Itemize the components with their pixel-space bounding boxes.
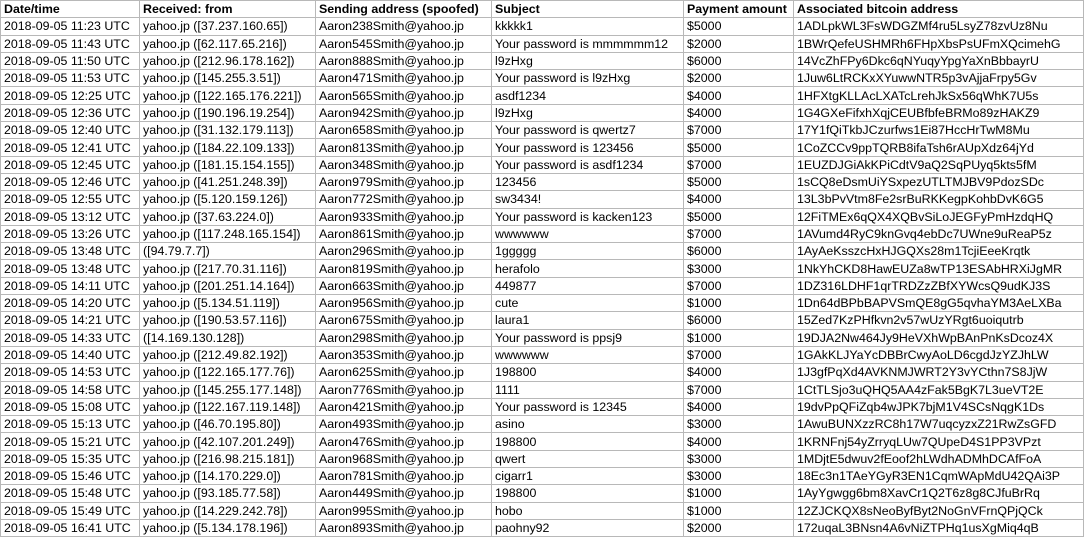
cell-payment-amount: $4000: [684, 364, 794, 381]
table-row: [1, 364, 1084, 381]
header-payment-amount: Payment amount: [684, 1, 794, 18]
cell-datetime: 2018-09-05 12:40 UTC: [1, 122, 140, 139]
cell-bitcoin-address: 1CoZCCv9ppTQRB8ifaTsh6rAUpXdz64jYd: [794, 139, 1084, 156]
cell-sending-address: Aaron421Smith@yahoo.jp: [316, 398, 492, 415]
cell-subject: 198800: [492, 364, 684, 381]
cell-bitcoin-address: 1EUZDJGiAkKPiCdtV9aQ2SqPUyq5kts5fM: [794, 156, 1084, 173]
cell-sending-address: Aaron893Smith@yahoo.jp: [316, 519, 492, 536]
cell-payment-amount: $4000: [684, 433, 794, 450]
cell-subject: Your password is l9zHxg: [492, 70, 684, 87]
cell-received-from: yahoo.jp ([5.134.51.119]): [140, 295, 316, 312]
cell-sending-address: Aaron933Smith@yahoo.jp: [316, 208, 492, 225]
table-row: [1, 52, 1084, 69]
cell-datetime: 2018-09-05 12:45 UTC: [1, 156, 140, 173]
cell-datetime: 2018-09-05 13:48 UTC: [1, 243, 140, 260]
cell-datetime: 2018-09-05 11:23 UTC: [1, 18, 140, 35]
table-row: [1, 433, 1084, 450]
cell-bitcoin-address: 15Zed7KzPHfkvn2v57wUzYRgt6uoiqutrb: [794, 312, 1084, 329]
cell-datetime: 2018-09-05 14:40 UTC: [1, 346, 140, 363]
cell-sending-address: Aaron675Smith@yahoo.jp: [316, 312, 492, 329]
cell-bitcoin-address: 1BWrQefeUSHMRh6FHpXbsPsUFmXQcimehG: [794, 35, 1084, 52]
cell-received-from: yahoo.jp ([184.22.109.133]): [140, 139, 316, 156]
cell-subject: sw3434!: [492, 191, 684, 208]
cell-received-from: yahoo.jp ([181.15.154.155]): [140, 156, 316, 173]
cell-sending-address: Aaron471Smith@yahoo.jp: [316, 70, 492, 87]
cell-sending-address: Aaron658Smith@yahoo.jp: [316, 122, 492, 139]
header-row: [1, 1, 1084, 18]
table-row: [1, 346, 1084, 363]
cell-bitcoin-address: 19DJA2Nw464Jy9HeVXhWpBAnPnKsDcoz4X: [794, 329, 1084, 346]
cell-bitcoin-address: 1MDjtE5dwuv2fEoof2hLWdhADMhDCAfFoA: [794, 450, 1084, 467]
cell-subject: Your password is asdf1234: [492, 156, 684, 173]
cell-bitcoin-address: 18Ec3n1TAeYGyR3EN1CqmWApMdU42QAi3P: [794, 468, 1084, 485]
cell-payment-amount: $1000: [684, 329, 794, 346]
cell-subject: wwwwww: [492, 346, 684, 363]
cell-bitcoin-address: 1GAkKLJYaYcDBBrCwyAoLD6cgdJzYZJhLW: [794, 346, 1084, 363]
cell-datetime: 2018-09-05 12:36 UTC: [1, 104, 140, 121]
cell-bitcoin-address: 1NkYhCKD8HawEUZa8wTP13ESAbHRXiJgMR: [794, 260, 1084, 277]
cell-received-from: yahoo.jp ([190.53.57.116]): [140, 312, 316, 329]
cell-datetime: 2018-09-05 11:53 UTC: [1, 70, 140, 87]
cell-payment-amount: $7000: [684, 346, 794, 363]
cell-bitcoin-address: 19dvPpQFiZqb4wJPK7bjM1V4SCsNqgK1Ds: [794, 398, 1084, 415]
cell-subject: Your password is qwertz7: [492, 122, 684, 139]
cell-bitcoin-address: 1Dn64dBPbBAPVSmQE8gG5qvhaYM3AeLXBa: [794, 295, 1084, 312]
cell-received-from: yahoo.jp ([41.251.248.39]): [140, 173, 316, 190]
cell-payment-amount: $1000: [684, 295, 794, 312]
cell-received-from: yahoo.jp ([212.49.82.192]): [140, 346, 316, 363]
cell-bitcoin-address: 172uqaL3BNsn4A6vNiZTPHq1usXgMiq4qB: [794, 519, 1084, 536]
cell-sending-address: Aaron888Smith@yahoo.jp: [316, 52, 492, 69]
cell-subject: Your password is kacken123: [492, 208, 684, 225]
cell-datetime: 2018-09-05 15:08 UTC: [1, 398, 140, 415]
cell-datetime: 2018-09-05 14:21 UTC: [1, 312, 140, 329]
cell-sending-address: Aaron476Smith@yahoo.jp: [316, 433, 492, 450]
cell-sending-address: Aaron625Smith@yahoo.jp: [316, 364, 492, 381]
table-row: [1, 70, 1084, 87]
cell-sending-address: Aaron493Smith@yahoo.jp: [316, 416, 492, 433]
cell-bitcoin-address: 1HFXtgKLLAcLXATcLrehJkSx56qWhK7U5s: [794, 87, 1084, 104]
cell-datetime: 2018-09-05 13:12 UTC: [1, 208, 140, 225]
cell-subject: laura1: [492, 312, 684, 329]
cell-received-from: yahoo.jp ([14.229.242.78]): [140, 502, 316, 519]
cell-received-from: ([14.169.130.128]): [140, 329, 316, 346]
cell-sending-address: Aaron298Smith@yahoo.jp: [316, 329, 492, 346]
table-row: [1, 398, 1084, 415]
table-row: [1, 173, 1084, 190]
cell-subject: 198800: [492, 433, 684, 450]
cell-bitcoin-address: 13L3bPvVtm8Fe2srBuRKKegpKohbDvK6G5: [794, 191, 1084, 208]
cell-payment-amount: $6000: [684, 52, 794, 69]
header-received-from: Received: from: [140, 1, 316, 18]
cell-subject: 123456: [492, 173, 684, 190]
cell-received-from: yahoo.jp ([93.185.77.58]): [140, 485, 316, 502]
cell-received-from: yahoo.jp ([5.120.159.126]): [140, 191, 316, 208]
cell-subject: Your password is 12345: [492, 398, 684, 415]
cell-subject: hobo: [492, 502, 684, 519]
cell-received-from: yahoo.jp ([62.117.65.216]): [140, 35, 316, 52]
cell-bitcoin-address: 12ZJCKQX8sNeoByfByt2NoGnVFrnQPjQCk: [794, 502, 1084, 519]
cell-received-from: yahoo.jp ([5.134.178.196]): [140, 519, 316, 536]
table-row: [1, 35, 1084, 52]
table-row: [1, 87, 1084, 104]
cell-received-from: yahoo.jp ([117.248.165.154]): [140, 225, 316, 242]
cell-received-from: yahoo.jp ([122.165.176.221]): [140, 87, 316, 104]
cell-received-from: yahoo.jp ([145.255.3.51]): [140, 70, 316, 87]
cell-payment-amount: $4000: [684, 104, 794, 121]
cell-received-from: yahoo.jp ([145.255.177.148]): [140, 381, 316, 398]
cell-sending-address: Aaron942Smith@yahoo.jp: [316, 104, 492, 121]
table-row: [1, 104, 1084, 121]
cell-subject: cigarr1: [492, 468, 684, 485]
header-subject: Subject: [492, 1, 684, 18]
table-row: [1, 260, 1084, 277]
cell-payment-amount: $5000: [684, 139, 794, 156]
cell-datetime: 2018-09-05 12:46 UTC: [1, 173, 140, 190]
cell-received-from: yahoo.jp ([42.107.201.249]): [140, 433, 316, 450]
table-row: [1, 468, 1084, 485]
cell-payment-amount: $1000: [684, 502, 794, 519]
cell-payment-amount: $6000: [684, 312, 794, 329]
cell-received-from: yahoo.jp ([46.70.195.80]): [140, 416, 316, 433]
cell-sending-address: Aaron968Smith@yahoo.jp: [316, 450, 492, 467]
cell-received-from: yahoo.jp ([212.96.178.162]): [140, 52, 316, 69]
cell-sending-address: Aaron956Smith@yahoo.jp: [316, 295, 492, 312]
cell-subject: asino: [492, 416, 684, 433]
cell-datetime: 2018-09-05 12:41 UTC: [1, 139, 140, 156]
cell-sending-address: Aaron861Smith@yahoo.jp: [316, 225, 492, 242]
cell-payment-amount: $4000: [684, 191, 794, 208]
cell-bitcoin-address: 1Juw6LtRCKxXYuwwNTR5p3vAjjaFrpy5Gv: [794, 70, 1084, 87]
cell-datetime: 2018-09-05 14:33 UTC: [1, 329, 140, 346]
cell-sending-address: Aaron995Smith@yahoo.jp: [316, 502, 492, 519]
cell-subject: cute: [492, 295, 684, 312]
cell-sending-address: Aaron772Smith@yahoo.jp: [316, 191, 492, 208]
cell-datetime: 2018-09-05 16:41 UTC: [1, 519, 140, 536]
table-row: [1, 329, 1084, 346]
cell-subject: kkkkk1: [492, 18, 684, 35]
cell-payment-amount: $7000: [684, 156, 794, 173]
cell-datetime: 2018-09-05 11:50 UTC: [1, 52, 140, 69]
cell-received-from: yahoo.jp ([190.196.19.254]): [140, 104, 316, 121]
table-row: [1, 450, 1084, 467]
cell-sending-address: Aaron296Smith@yahoo.jp: [316, 243, 492, 260]
cell-payment-amount: $2000: [684, 35, 794, 52]
header-sending-address: Sending address (spoofed): [316, 1, 492, 18]
cell-subject: Your password is ppsj9: [492, 329, 684, 346]
table-row: [1, 243, 1084, 260]
cell-datetime: 2018-09-05 15:46 UTC: [1, 468, 140, 485]
cell-datetime: 2018-09-05 14:53 UTC: [1, 364, 140, 381]
cell-sending-address: Aaron663Smith@yahoo.jp: [316, 277, 492, 294]
cell-payment-amount: $4000: [684, 87, 794, 104]
cell-bitcoin-address: 1G4GXeFifxhXqjCEUBfbfeBRMo89zHAKZ9: [794, 104, 1084, 121]
cell-sending-address: Aaron781Smith@yahoo.jp: [316, 468, 492, 485]
cell-sending-address: Aaron819Smith@yahoo.jp: [316, 260, 492, 277]
cell-sending-address: Aaron813Smith@yahoo.jp: [316, 139, 492, 156]
cell-datetime: 2018-09-05 13:48 UTC: [1, 260, 140, 277]
cell-sending-address: Aaron449Smith@yahoo.jp: [316, 485, 492, 502]
table-row: [1, 122, 1084, 139]
cell-bitcoin-address: 1AwuBUNXzzRC8h17W7uqcyzxZ21RwZsGFD: [794, 416, 1084, 433]
cell-datetime: 2018-09-05 11:43 UTC: [1, 35, 140, 52]
cell-payment-amount: $3000: [684, 416, 794, 433]
cell-sending-address: Aaron545Smith@yahoo.jp: [316, 35, 492, 52]
cell-sending-address: Aaron353Smith@yahoo.jp: [316, 346, 492, 363]
cell-subject: paohny92: [492, 519, 684, 536]
cell-bitcoin-address: 1DZ316LDHF1qrTRDZzZBfXYWcsQ9udKJ3S: [794, 277, 1084, 294]
cell-datetime: 2018-09-05 12:55 UTC: [1, 191, 140, 208]
cell-received-from: yahoo.jp ([216.98.215.181]): [140, 450, 316, 467]
cell-received-from: yahoo.jp ([31.132.179.113]): [140, 122, 316, 139]
cell-bitcoin-address: 1AVumd4RyC9knGvq4ebDc7UWne9uReaP5z: [794, 225, 1084, 242]
cell-received-from: yahoo.jp ([122.165.177.76]): [140, 364, 316, 381]
cell-subject: herafolo: [492, 260, 684, 277]
cell-payment-amount: $2000: [684, 519, 794, 536]
cell-payment-amount: $7000: [684, 225, 794, 242]
cell-received-from: yahoo.jp ([14.170.229.0]): [140, 468, 316, 485]
cell-subject: qwert: [492, 450, 684, 467]
header-bitcoin-address: Associated bitcoin address: [794, 1, 1084, 18]
cell-datetime: 2018-09-05 15:48 UTC: [1, 485, 140, 502]
cell-subject: 198800: [492, 485, 684, 502]
table-row: [1, 225, 1084, 242]
cell-payment-amount: $5000: [684, 208, 794, 225]
cell-received-from: yahoo.jp ([37.63.224.0]): [140, 208, 316, 225]
cell-payment-amount: $6000: [684, 243, 794, 260]
cell-bitcoin-address: 1KRNFnj54yZrryqLUw7QUpeD4S1PP3VPzt: [794, 433, 1084, 450]
cell-datetime: 2018-09-05 15:35 UTC: [1, 450, 140, 467]
cell-bitcoin-address: 1ADLpkWL3FsWDGZMf4ru5LsyZ78zvUz8Nu: [794, 18, 1084, 35]
cell-subject: Your password is mmmmmm12: [492, 35, 684, 52]
cell-sending-address: Aaron238Smith@yahoo.jp: [316, 18, 492, 35]
table-row: [1, 381, 1084, 398]
cell-payment-amount: $3000: [684, 468, 794, 485]
cell-payment-amount: $7000: [684, 122, 794, 139]
cell-bitcoin-address: 1AyAeKsszcHxHJGQXs28m1TcjiEeeKrqtk: [794, 243, 1084, 260]
table-row: [1, 18, 1084, 35]
cell-subject: wwwwww: [492, 225, 684, 242]
cell-datetime: 2018-09-05 14:20 UTC: [1, 295, 140, 312]
cell-subject: l9zHxg: [492, 104, 684, 121]
cell-datetime: 2018-09-05 14:58 UTC: [1, 381, 140, 398]
cell-bitcoin-address: 12FiTMEx6qQX4XQBvSiLoJEGFyPmHzdqHQ: [794, 208, 1084, 225]
cell-received-from: yahoo.jp ([201.251.14.164]): [140, 277, 316, 294]
cell-subject: asdf1234: [492, 87, 684, 104]
cell-sending-address: Aaron776Smith@yahoo.jp: [316, 381, 492, 398]
table-row: [1, 208, 1084, 225]
table-row: [1, 416, 1084, 433]
cell-subject: l9zHxg: [492, 52, 684, 69]
cell-received-from: yahoo.jp ([217.70.31.116]): [140, 260, 316, 277]
table-row: [1, 485, 1084, 502]
cell-datetime: 2018-09-05 15:49 UTC: [1, 502, 140, 519]
cell-sending-address: Aaron348Smith@yahoo.jp: [316, 156, 492, 173]
cell-bitcoin-address: 14VcZhFPy6Dkc6qNYuqyYpgYaXnBbbayrU: [794, 52, 1084, 69]
cell-subject: 1ggggg: [492, 243, 684, 260]
table-row: [1, 191, 1084, 208]
cell-bitcoin-address: 1J3gfPqXd4AVKNMJWRT2Y3vYCthn7S8JjW: [794, 364, 1084, 381]
cell-bitcoin-address: 1AyYgwgg6bm8XavCr1Q2T6z8g8CJfuBrRq: [794, 485, 1084, 502]
cell-datetime: 2018-09-05 14:11 UTC: [1, 277, 140, 294]
cell-bitcoin-address: 17Y1fQiTkbJCzurfws1Ei87HccHrTwM8Mu: [794, 122, 1084, 139]
table-row: [1, 519, 1084, 536]
cell-received-from: yahoo.jp ([37.237.160.65]): [140, 18, 316, 35]
cell-payment-amount: $5000: [684, 18, 794, 35]
cell-sending-address: Aaron979Smith@yahoo.jp: [316, 173, 492, 190]
cell-received-from: ([94.79.7.7]): [140, 243, 316, 260]
cell-payment-amount: $7000: [684, 381, 794, 398]
cell-payment-amount: $3000: [684, 450, 794, 467]
cell-payment-amount: $5000: [684, 173, 794, 190]
cell-datetime: 2018-09-05 15:13 UTC: [1, 416, 140, 433]
cell-bitcoin-address: 1sCQ8eDsmUiYSxpezUTLTMJBV9PdozSDc: [794, 173, 1084, 190]
table-row: [1, 312, 1084, 329]
cell-subject: 449877: [492, 277, 684, 294]
cell-sending-address: Aaron565Smith@yahoo.jp: [316, 87, 492, 104]
table-row: [1, 295, 1084, 312]
cell-datetime: 2018-09-05 12:25 UTC: [1, 87, 140, 104]
table-row: [1, 156, 1084, 173]
cell-subject: Your password is 123456: [492, 139, 684, 156]
cell-bitcoin-address: 1CtTLSjo3uQHQ5AA4zFak5BgK7L3ueVT2E: [794, 381, 1084, 398]
cell-payment-amount: $4000: [684, 398, 794, 415]
header-datetime: Date/time: [1, 1, 140, 18]
cell-payment-amount: $2000: [684, 70, 794, 87]
cell-payment-amount: $1000: [684, 485, 794, 502]
table-row: [1, 277, 1084, 294]
cell-datetime: 2018-09-05 13:26 UTC: [1, 225, 140, 242]
cell-payment-amount: $7000: [684, 277, 794, 294]
table-row: [1, 139, 1084, 156]
cell-received-from: yahoo.jp ([122.167.119.148]): [140, 398, 316, 415]
cell-subject: 1111: [492, 381, 684, 398]
cell-payment-amount: $3000: [684, 260, 794, 277]
cell-datetime: 2018-09-05 15:21 UTC: [1, 433, 140, 450]
